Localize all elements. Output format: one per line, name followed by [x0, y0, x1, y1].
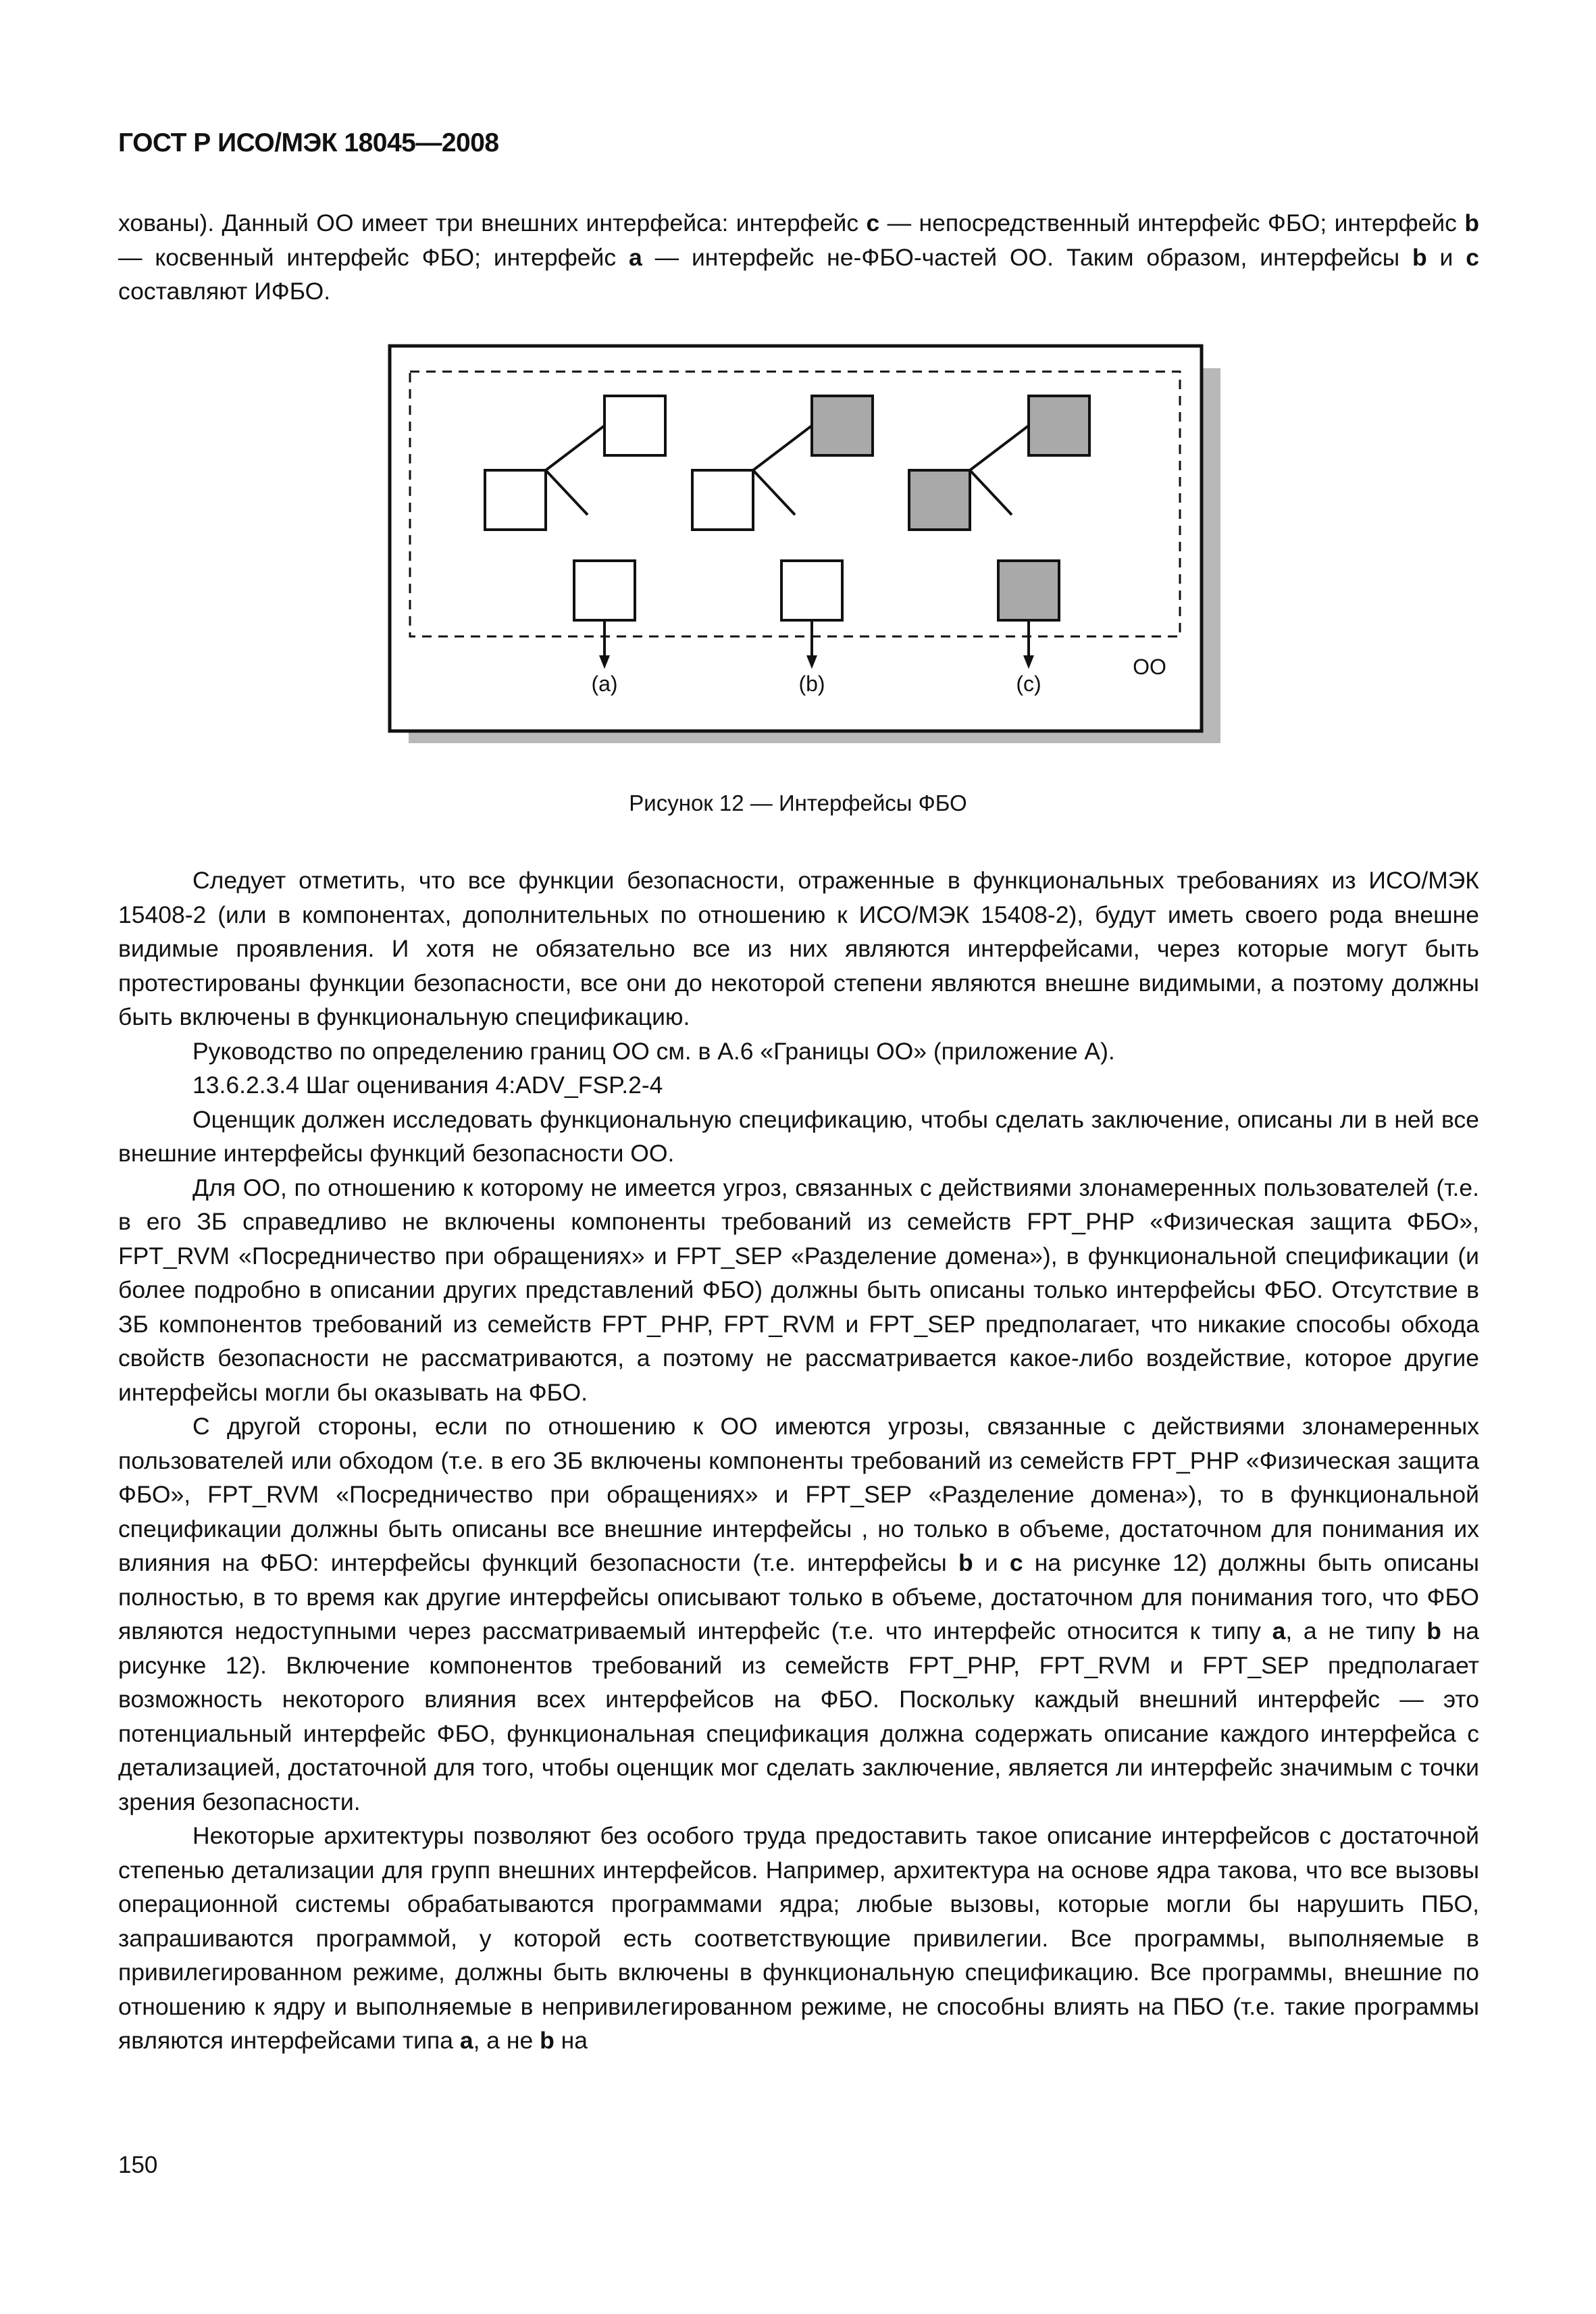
text-run: и: [973, 1549, 1010, 1576]
intro-paragraph-block: [118, 206, 1479, 309]
label-b: (b): [798, 672, 825, 696]
bold-letter: c: [866, 209, 880, 236]
bold-letter: c: [1466, 243, 1479, 271]
bold-letter: a: [459, 2027, 473, 2054]
node-box-shaded: [998, 561, 1059, 620]
paragraph-5: Оценщик должен исследовать функциональную спецификацию, чтобы сделать заключение, описаны ли в ней все внешние интерфейсы функций безопасности ОО.: [118, 1105, 1479, 1167]
text-run: С другой стороны, если по отношению к ОО имеются угрозы, связанные с действиями злонамеренных пользователей или обходом (т.е. в его ЗБ включены компоненты требований из семейств FPT_PHP «Физическая защита ФБО», FPT_RVM «Посредничество при обращениях» и FPT_SEP «Разделение домена»), то в функциональной спецификации должны быть описаны все внешние интерфейсы , но только в объеме, достаточном для понимания их влияния на ФБО: интерфейсы функций безопасности (т.е. интерфейсы: [118, 1413, 1479, 1576]
node-box-shaded: [1029, 396, 1089, 455]
node-box: [692, 470, 753, 530]
paragraph-6: Для ОО, по отношению к которому не имеется угроз, связанных с действиями злонамеренных пользователей (т.е. в его ЗБ справедливо не включены компоненты требований из семейств FPT_PHP «Физическая защита ФБО», FPT_RVM «Посредничество при обращениях» и FPT_SEP «Разделение домена»), в функциональной спецификации (и более подробно в описании других представлений ФБО) должны быть описаны только интерфейсы ФБО. Отсутствие в ЗБ компонентов требований из семейств FPT_PHP, FPT_RVM и FPT_SEP предполагает, что никакие способы обхода свойств безопасности не рассматриваются, а поэтому не рассматривается какое-либо воздействие, которое другие интерфейсы могли бы оказывать на ФБО.: [118, 1174, 1479, 1406]
bold-letter: a: [1272, 1617, 1286, 1644]
text-run: хованы). Данный ОО имеет три внешних интерфейса: интерфейс: [118, 209, 867, 236]
text-run: на рисунке 12). Включение компонентов требований из семейств FPT_PHP, FPT_RVM и FPT_SEP предполагает возможность некоторого влияния всех интерфейсов на ФБО. Поскольку каждый внешний интерфейс — это потенциальный интерфейс ФБО, функциональная спецификация должна содержать описание каждого интерфейса с детализацией, достаточной для того, чтобы оценщик мог сделать заключение, является ли интерфейс значимым с точки зрения безопасности.: [118, 1617, 1479, 1815]
label-c: (c): [1016, 672, 1041, 696]
text-run: — интерфейс не-ФБО-частей ОО. Таким образом, интерфейсы: [642, 243, 1412, 271]
text-run: , а не типу: [1285, 1617, 1427, 1644]
bold-letter: c: [1009, 1549, 1023, 1576]
page-header: ГОСТ Р ИСО/МЭК 18045—2008: [118, 128, 499, 157]
text-run: на: [554, 2027, 588, 2054]
text-run: — непосредственный интерфейс ФБО; интерфейс: [879, 209, 1465, 236]
text-run: , а не: [473, 2027, 540, 2054]
page-number: 150: [118, 2152, 158, 2178]
text-run: и: [1426, 243, 1466, 271]
paragraph-3: Руководство по определению границ ОО см. в А.6 «Границы ОО» (приложение А).: [192, 1037, 1115, 1065]
node-box-shaded: [909, 470, 970, 530]
intro-paragraph: [118, 206, 1479, 309]
paragraph-2: Следует отметить, что все функции безопасности, отраженные в функциональных требованиях из ИСО/МЭК 15408-2 (или в компонентах, дополнительных по отношению к ИСО/МЭК 15408-2), будут иметь своего рода внешне видимые проявления. И хотя не обязательно все из них являются интерфейсами, через которые могут быть протестированы функции безопасности, все они до некоторой степени являются внешне видимыми, а поэтому должны быть включены в функциональную спецификацию.: [118, 867, 1479, 1030]
bold-letter: b: [958, 1549, 973, 1576]
text-run: на рисунке 12) должны быть описаны полностью, в то время как другие интерфейсы описывают только в объеме, достаточном для понимания того, что ФБО являются недоступными через рассматриваемый интерфейс (т.е. что интерфейс относится к типу: [118, 1549, 1479, 1644]
paragraph-8: [118, 1819, 1479, 2058]
paragraph-4: 13.6.2.3.4 Шаг оценивания 4:ADV_FSP.2-4: [192, 1072, 663, 1099]
bold-letter: b: [1412, 243, 1427, 271]
bold-letter: b: [1426, 1617, 1441, 1644]
bold-letter: b: [1464, 209, 1479, 236]
bold-letter: a: [629, 243, 642, 271]
node-box: [485, 470, 546, 530]
main-text-block: [118, 863, 1479, 2058]
node-box: [604, 396, 665, 455]
text-run: составляют ИФБО.: [118, 278, 331, 305]
node-box: [574, 561, 635, 620]
label-toe: ОО: [1133, 655, 1166, 679]
label-a: (a): [591, 672, 618, 696]
paragraph-7: [118, 1409, 1479, 1819]
text-run: Некоторые архитектуры позволяют без особого труда предоставить такое описание интерфейсов с достаточной степенью детализации для групп внешних интерфейсов. Например, архитектура на основе ядра такова, что все вызовы операционной системы обрабатываются программами ядра; любые вызовы, которые могли бы нарушить ПБО, запрашиваются программой, у которой есть соответствующие привилегии. Все программы, выполняемые в привилегированном режиме, должны быть включены в функциональную спецификацию. Все программы, внешние по отношению к ядру и выполняемые в непривилегированном режиме, не способны влиять на ПБО (т.е. такие программы являются интерфейсами типа: [118, 1822, 1479, 2054]
text-run: — косвенный интерфейс ФБО; интерфейс: [118, 243, 629, 271]
figure-12: [382, 338, 1236, 757]
node-box: [781, 561, 842, 620]
node-box-shaded: [812, 396, 873, 455]
figure-caption: Рисунок 12 — Интерфейсы ФБО: [629, 790, 967, 815]
bold-letter: b: [540, 2027, 555, 2054]
interface-diagram: [382, 338, 1236, 757]
